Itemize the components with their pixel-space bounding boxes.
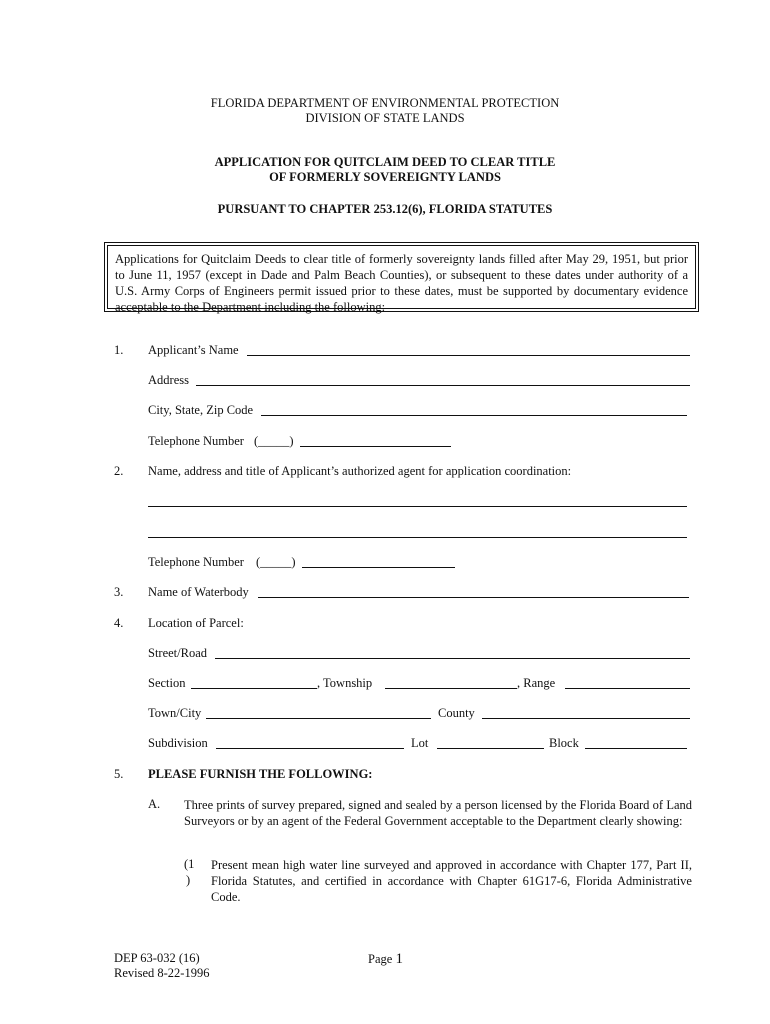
statute-reference: PURSUANT TO CHAPTER 253.12(6), FLORIDA STATUTES	[217, 202, 553, 216]
item-4-number: 4.	[114, 616, 124, 630]
applicant-telephone-field[interactable]	[300, 446, 451, 447]
street-road-label: Street/Road	[148, 646, 208, 660]
range-label: , Range	[517, 676, 556, 690]
town-city-label: Town/City	[148, 706, 202, 720]
agent-telephone-field[interactable]	[302, 567, 455, 568]
township-label: , Township	[317, 676, 373, 690]
applicant-area-code-field[interactable]: (_____)	[254, 434, 294, 448]
block-field[interactable]	[585, 748, 687, 749]
notice-box	[104, 242, 699, 312]
item-5a-text: Three prints of survey prepared, signed and sealed by a person licensed by the Florida Board of Land Surveyors or by an agent of the Federal Government acceptable to the Department clearly showing:	[184, 798, 692, 828]
agent-telephone-label: Telephone Number	[148, 555, 244, 569]
sub1-marker-bottom: )	[186, 873, 191, 887]
item-2-number: 2.	[114, 464, 124, 478]
agent-info-label: Name, address and title of Applicant’s authorized agent for application coordination:	[148, 464, 572, 478]
section-field[interactable]	[191, 688, 317, 689]
agent-info-field-line1[interactable]	[148, 506, 687, 507]
form-number: DEP 63-032 (16)	[114, 951, 200, 965]
revised-date: Revised 8-22-1996	[114, 966, 210, 980]
form-title-line1: APPLICATION FOR QUITCLAIM DEED TO CLEAR TITLE	[214, 155, 556, 169]
item-1-number: 1.	[114, 343, 124, 357]
city-state-zip-field[interactable]	[261, 415, 687, 416]
township-field[interactable]	[385, 688, 517, 689]
agent-info-field-line2[interactable]	[148, 537, 687, 538]
town-city-field[interactable]	[206, 718, 431, 719]
applicant-telephone-label: Telephone Number	[148, 434, 244, 448]
waterbody-label: Name of Waterbody	[148, 585, 249, 599]
address-field[interactable]	[196, 385, 690, 386]
subdivision-field[interactable]	[216, 748, 404, 749]
agency-name: FLORIDA DEPARTMENT OF ENVIRONMENTAL PROTECTION	[210, 96, 560, 110]
block-label: Block	[549, 736, 579, 750]
division-name: DIVISION OF STATE LANDS	[305, 111, 465, 125]
range-field[interactable]	[565, 688, 690, 689]
county-label: County	[438, 706, 475, 720]
notice-text: Applications for Quitclaim Deeds to clear title of formerly sovereignty lands filled after May 29, 1951, but prior to June 11, 1957 (except in Dade and Palm Beach Counties), or subsequent to these dates under authority of a U.S. Army Corps of Engineers permit issued prior to these dates, must be supported by documentary evidence acceptable to the Department including the following:	[107, 245, 696, 309]
city-state-zip-label: City, State, Zip Code	[148, 403, 254, 417]
page-label: Page	[368, 952, 393, 966]
form-title-line2: OF FORMERLY SOVEREIGNTY LANDS	[269, 170, 501, 184]
lot-label: Lot	[411, 736, 429, 750]
page-number: 1	[395, 951, 403, 967]
agent-area-code-field[interactable]: (_____)	[256, 555, 296, 569]
item-3-number: 3.	[114, 585, 124, 599]
subdivision-label: Subdivision	[148, 736, 208, 750]
applicant-name-label: Applicant’s Name	[148, 343, 239, 357]
applicant-name-field[interactable]	[247, 355, 690, 356]
section-label: Section	[148, 676, 186, 690]
street-road-field[interactable]	[215, 658, 690, 659]
county-field[interactable]	[482, 718, 690, 719]
furnish-heading: PLEASE FURNISH THE FOLLOWING:	[148, 767, 373, 781]
item-5a-letter: A.	[148, 797, 161, 811]
sub1-text: Present mean high water line surveyed and approved in accordance with Chapter 177, Part II, Florida Statutes, and certified in accordance with Chapter 61G17-6, Florida Administrative Code.	[211, 858, 692, 904]
sub1-marker-top: (1	[184, 857, 195, 871]
waterbody-field[interactable]	[258, 597, 689, 598]
lot-field[interactable]	[437, 748, 544, 749]
item-5-number: 5.	[114, 767, 124, 781]
page-indicator	[368, 951, 403, 968]
address-label: Address	[148, 373, 189, 387]
parcel-location-label: Location of Parcel:	[148, 616, 244, 630]
